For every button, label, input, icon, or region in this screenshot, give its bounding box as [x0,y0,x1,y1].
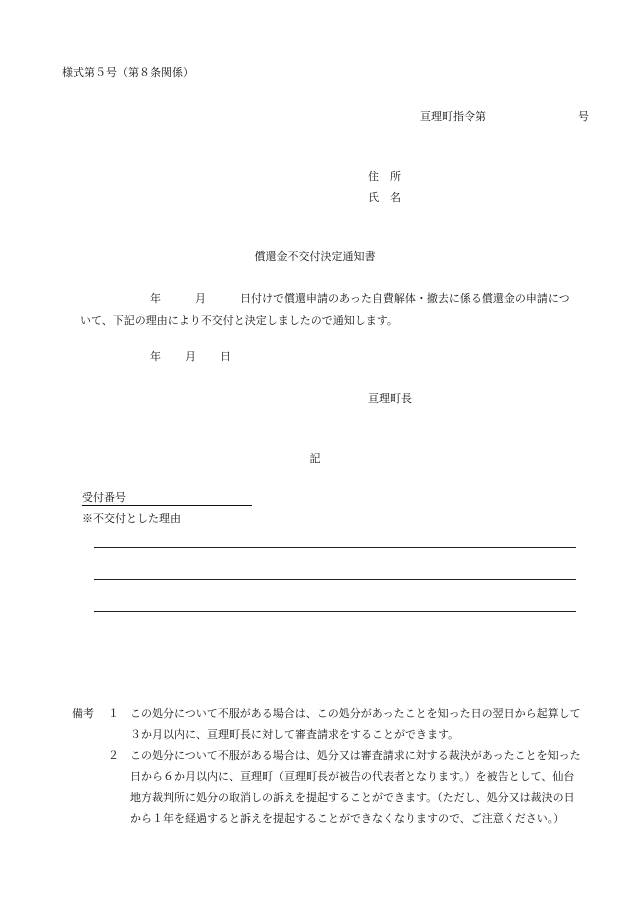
receipt-number-field [82,490,252,506]
address-label: 住 所 [368,170,401,183]
date-month: 月 [185,350,196,363]
receipt-number-label: 受付番号 [82,491,126,504]
reason-line-2 [94,579,576,580]
date-day: 日 [220,350,231,363]
document-number [420,108,589,126]
body-year: 年 [150,292,161,305]
note-number: １ [108,707,119,720]
reason-line-3 [94,611,576,612]
ki-heading: 記 [309,452,321,465]
reason-label: ※不交付とした理由 [82,512,181,525]
note-text: この処分について不服がある場合は、処分又は審査請求に対する裁決があったことを知った日から６か月以内に、亘理町（亘理町長が被告の代表者となります。）を被告として、仙台地方裁判所に処分の取消しの訴えを提起することができます。（ただし、処分又は裁決の日から１年を経過すると訴えを提起することができなくなりますので、ご注意ください。） [130,749,581,825]
note-number: ２ [108,749,119,762]
body-text: 日付けで償還申請のあった自費解体・撤去に係る償還金の申請について、下記の理由により不交付と決定しましたので通知します。 [80,292,570,327]
note-text: この処分について不服がある場合は、この処分があったことを知った日の翌日から起算して３か月以内に、亘理町長に対して審査請求をすることができます。 [130,707,581,741]
date-line [150,348,231,366]
body-month: 月 [195,292,206,305]
notes-heading: 備考 [72,707,94,720]
document-number-prefix: 亘理町指令第 [420,110,486,123]
date-year: 年 [150,350,161,363]
document-number-suffix: 号 [578,110,589,123]
body-paragraph [80,288,580,332]
name-label: 氏 名 [368,191,401,204]
note-item-1 [108,703,582,745]
note-item-2 [108,745,582,829]
form-number: 様式第５号（第８条関係） [62,66,194,79]
mayor-signature: 亘理町長 [368,392,412,405]
reason-line-1 [94,547,576,548]
document-title: 償還金不交付決定通知書 [254,250,376,263]
